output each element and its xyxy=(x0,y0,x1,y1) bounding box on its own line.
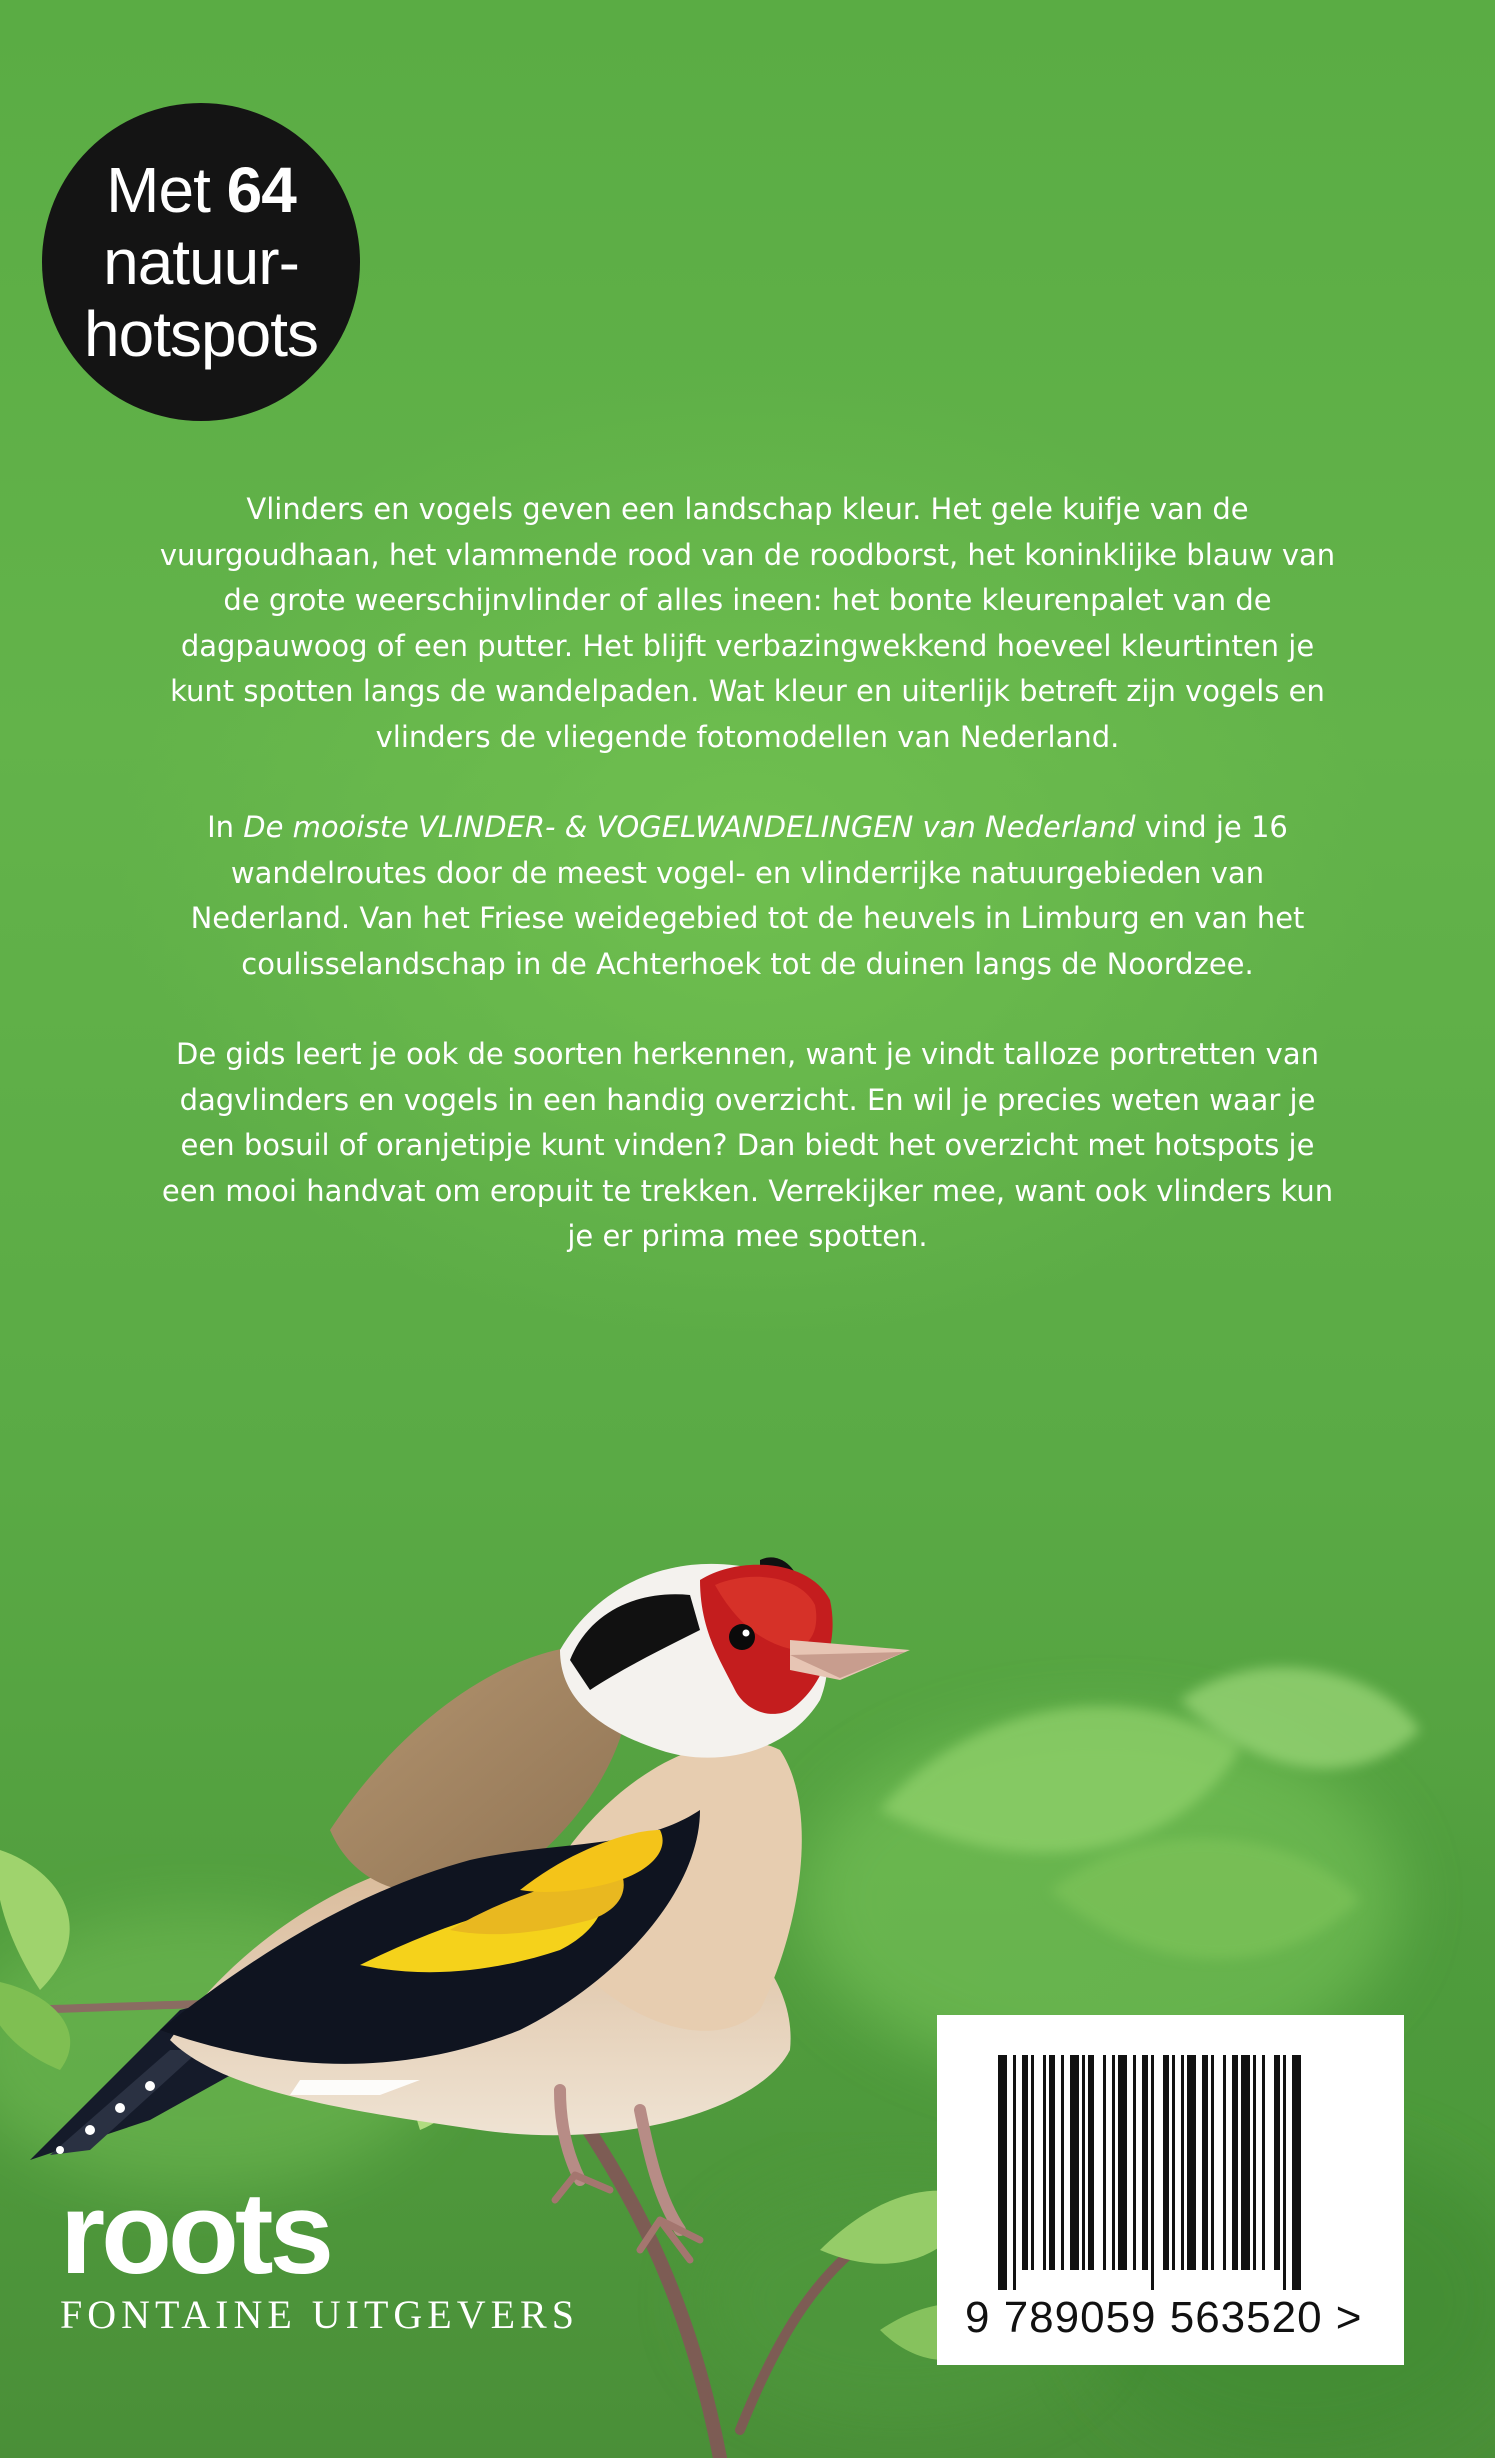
barcode-bar xyxy=(1013,2055,1016,2290)
barcode-bar xyxy=(1118,2055,1127,2270)
publisher-logo xyxy=(60,2168,579,2339)
paragraph-2-rest: vind je 16 wandelroutes door de meest vogel- en vlinderrijke natuurgebieden van Nederland. Van het Friese weidegebied tot de heuvels in Limburg en van het coulisselandschap in de Achterhoek tot de duinen langs de Noordzee. xyxy=(190,810,1305,981)
description-paragraph-2 xyxy=(150,805,1345,987)
barcode-bar xyxy=(1070,2055,1079,2270)
description-text xyxy=(150,487,1345,1305)
roots-logo: roots xyxy=(60,2168,330,2298)
badge-line-2: natuur- xyxy=(103,226,299,298)
barcode-bar xyxy=(1181,2055,1184,2270)
barcode-bar xyxy=(1223,2055,1226,2270)
barcode-digits: 9 789059 563520 > xyxy=(965,2293,1363,2342)
barcode-bar xyxy=(1133,2055,1136,2270)
barcode-bar xyxy=(1283,2055,1286,2290)
barcode-bar xyxy=(1112,2055,1115,2270)
barcode-bar xyxy=(1103,2055,1106,2270)
barcode-bar xyxy=(1241,2055,1250,2270)
barcode-bar xyxy=(1253,2055,1256,2270)
barcode-bar xyxy=(998,2055,1007,2290)
hotspots-badge xyxy=(42,103,360,421)
barcode-bar xyxy=(1202,2055,1208,2270)
description-paragraph-3: De gids leert je ook de soorten herkennen, want je vindt talloze portretten van dagvlinders en vogels in een handig overzicht. En wil je precies weten waar je een bosuil of oranjetipje kunt vinden? Dan biedt het overzicht met hotspots je een mooi handvat om eropuit te trekken. Verrekijker mee, want ook vlinders kun je er prima mee spotten. xyxy=(161,1037,1334,1253)
barcode-bar xyxy=(1088,2055,1094,2270)
isbn-barcode xyxy=(937,2015,1404,2365)
barcode-bar xyxy=(1262,2055,1265,2270)
goldfinch-bird xyxy=(30,1557,910,2260)
barcode-bar xyxy=(1061,2055,1064,2270)
barcode-bar xyxy=(1142,2055,1148,2270)
barcode-bar xyxy=(1274,2055,1280,2270)
barcode-bar xyxy=(1082,2055,1085,2270)
badge-prefix: Met xyxy=(106,154,210,226)
publisher-name: FONTAINE UITGEVERS xyxy=(60,2292,579,2337)
barcode-bar xyxy=(1151,2055,1154,2290)
barcode-bar xyxy=(1172,2055,1175,2270)
paragraph-2-prefix: In xyxy=(207,810,235,844)
barcode-bar xyxy=(1163,2055,1169,2270)
barcode-bar xyxy=(1049,2055,1055,2270)
barcode-bar xyxy=(1031,2055,1034,2270)
badge-number: 64 xyxy=(226,154,296,226)
barcode-bar xyxy=(1232,2055,1238,2270)
barcode-bars xyxy=(998,2055,1358,2290)
barcode-bar xyxy=(1187,2055,1196,2270)
barcode-bar xyxy=(1211,2055,1214,2270)
description-paragraph-1: Vlinders en vogels geven een landschap kleur. Het gele kuifje van de vuurgoudhaan, het vlammende rood van de roodborst, het koninklijke blauw van de grote weerschijnvlinder of alles ineen: het bonte kleurenpalet van de dagpauwoog of een putter. Het blijft verbazingwekkend hoeveel kleurtinten je kunt spotten langs de wandelpaden. Wat kleur en uiterlijk betreft zijn vogels en vlinders de vliegende fotomodellen van Nederland. xyxy=(159,492,1336,754)
book-title: De mooiste VLINDER- & VOGELWANDELINGEN van Nederland xyxy=(243,810,1136,844)
barcode-bar xyxy=(1022,2055,1028,2270)
badge-line-1 xyxy=(106,154,296,226)
barcode-bar xyxy=(1043,2055,1046,2270)
background-leaves xyxy=(880,1667,1420,1959)
barcode-bar xyxy=(1292,2055,1301,2290)
badge-line-3: hotspots xyxy=(84,298,318,370)
